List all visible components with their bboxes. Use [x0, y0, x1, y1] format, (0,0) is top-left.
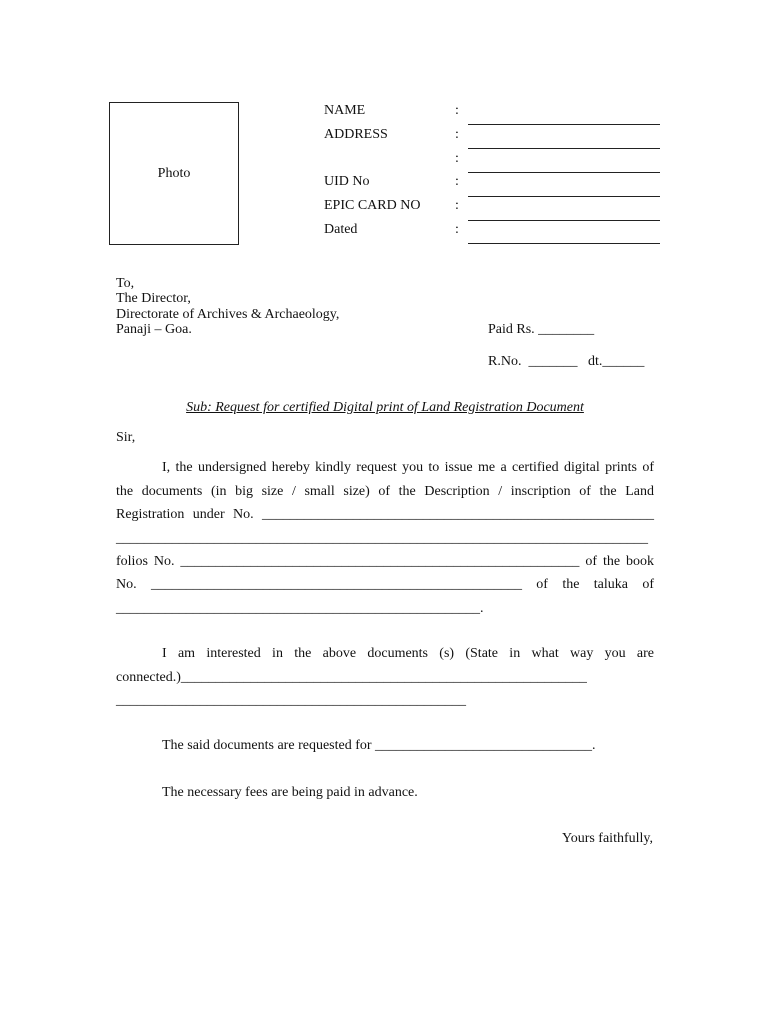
addressee-line: Panaji – Goa. — [116, 322, 192, 337]
address-field-line-2[interactable] — [468, 172, 660, 173]
photo-label: Photo — [157, 165, 191, 181]
name-colon: : — [455, 103, 459, 118]
address-continued-colon: : — [455, 151, 459, 166]
uid-field-line[interactable] — [468, 196, 660, 197]
epic-card-label: EPIC CARD NO — [324, 198, 421, 213]
request-paragraph-line: folios No. _________________________________________________________ of the book — [116, 554, 654, 569]
epic-card-field-line[interactable] — [468, 220, 660, 221]
dated-field-line[interactable] — [468, 243, 660, 244]
address-colon: : — [455, 127, 459, 142]
request-paragraph-line: I, the undersigned hereby kindly request you to issue me a certified digital prints of — [162, 460, 654, 475]
epic-card-colon: : — [455, 198, 459, 213]
uid-colon: : — [455, 174, 459, 189]
fees-line: The necessary fees are being paid in advance. — [162, 785, 418, 800]
dated-colon: : — [455, 222, 459, 237]
dated-label: Dated — [324, 222, 358, 237]
interest-paragraph-line: __________________________________________________ — [116, 693, 466, 708]
request-paragraph-line: No. _____________________________________________________ of the taluka of — [116, 577, 654, 592]
receipt-number: R.No. _______ dt.______ — [488, 354, 645, 369]
request-paragraph-line: Registration under No. ________________________________________________________ — [116, 507, 654, 522]
addressee-line: Directorate of Archives & Archaeology, — [116, 307, 340, 322]
request-paragraph-line: ____________________________________________________________________________ — [116, 531, 648, 546]
request-paragraph-line: the documents (in big size / small size) of the Description / inscription of the Land — [116, 484, 654, 499]
salutation: Sir, — [116, 430, 136, 445]
request-paragraph-line: ____________________________________________________. — [116, 601, 484, 616]
paid-amount: Paid Rs. ________ — [488, 322, 595, 337]
photo-box — [109, 102, 239, 245]
address-field-line-1[interactable] — [468, 148, 660, 149]
subject-line: Sub: Request for certified Digital print of Land Registration Document — [186, 400, 584, 415]
interest-paragraph-line: I am interested in the above documents (s) (State in what way you are — [162, 646, 654, 661]
addressee-line: To, — [116, 276, 135, 291]
addressee-line: The Director, — [116, 291, 191, 306]
purpose-line: The said documents are requested for _______________________________. — [162, 738, 596, 753]
closing: Yours faithfully, — [561, 831, 653, 846]
name-label: NAME — [324, 103, 366, 118]
name-field-line[interactable] — [468, 124, 660, 125]
interest-paragraph-line: connected.)__________________________________________________________ — [116, 670, 587, 685]
uid-label: UID No — [324, 174, 370, 189]
address-label: ADDRESS — [324, 127, 388, 142]
